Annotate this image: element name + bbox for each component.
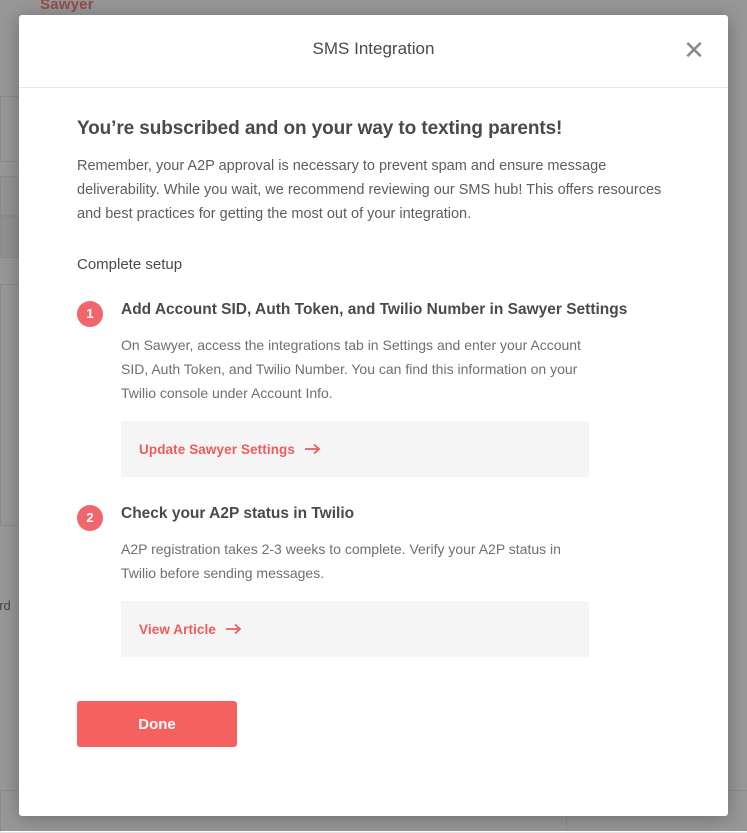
step-number-badge: 2 (77, 505, 103, 531)
modal-header (19, 15, 728, 88)
step-title: Check your A2P status in Twilio (121, 505, 355, 522)
step-title: Add Account SID, Auth Token, and Twilio Number in Sawyer Settings (121, 301, 628, 318)
modal-footer (19, 683, 728, 747)
action-label: View Article (139, 621, 216, 637)
complete-setup-label: Complete setup (77, 256, 183, 273)
step-description: A2P registration takes 2-3 weeks to complete. Verify your A2P status in Twilio before sending messages. (121, 541, 561, 581)
arrow-right-icon (305, 443, 321, 455)
step-number-badge: 1 (77, 301, 103, 327)
sms-integration-modal (19, 15, 728, 816)
setup-step (77, 503, 670, 657)
view-article-button[interactable] (121, 601, 589, 657)
step-description: On Sawyer, access the integrations tab in Settings and enter your Account SID, Auth Token, and Twilio Number. You can find this information on your Twilio console under Account Info. (121, 337, 581, 401)
modal-title: SMS Integration (312, 39, 435, 58)
close-icon[interactable]: ✕ (683, 35, 705, 65)
modal-intro-text: Remember, your A2P approval is necessary to prevent spam and ensure message deliverability. While you wait, we recommend reviewing our SMS hub! This offers resources and best practices for getting the most out of your integration. (77, 158, 662, 222)
setup-step (77, 299, 670, 477)
done-button[interactable]: Done (77, 701, 237, 747)
modal-body (19, 88, 728, 657)
action-label: Update Sawyer Settings (139, 441, 295, 457)
modal-headline: You’re subscribed and on your way to texting parents! (77, 118, 563, 139)
arrow-right-icon (226, 623, 242, 635)
update-sawyer-settings-button[interactable] (121, 421, 589, 477)
